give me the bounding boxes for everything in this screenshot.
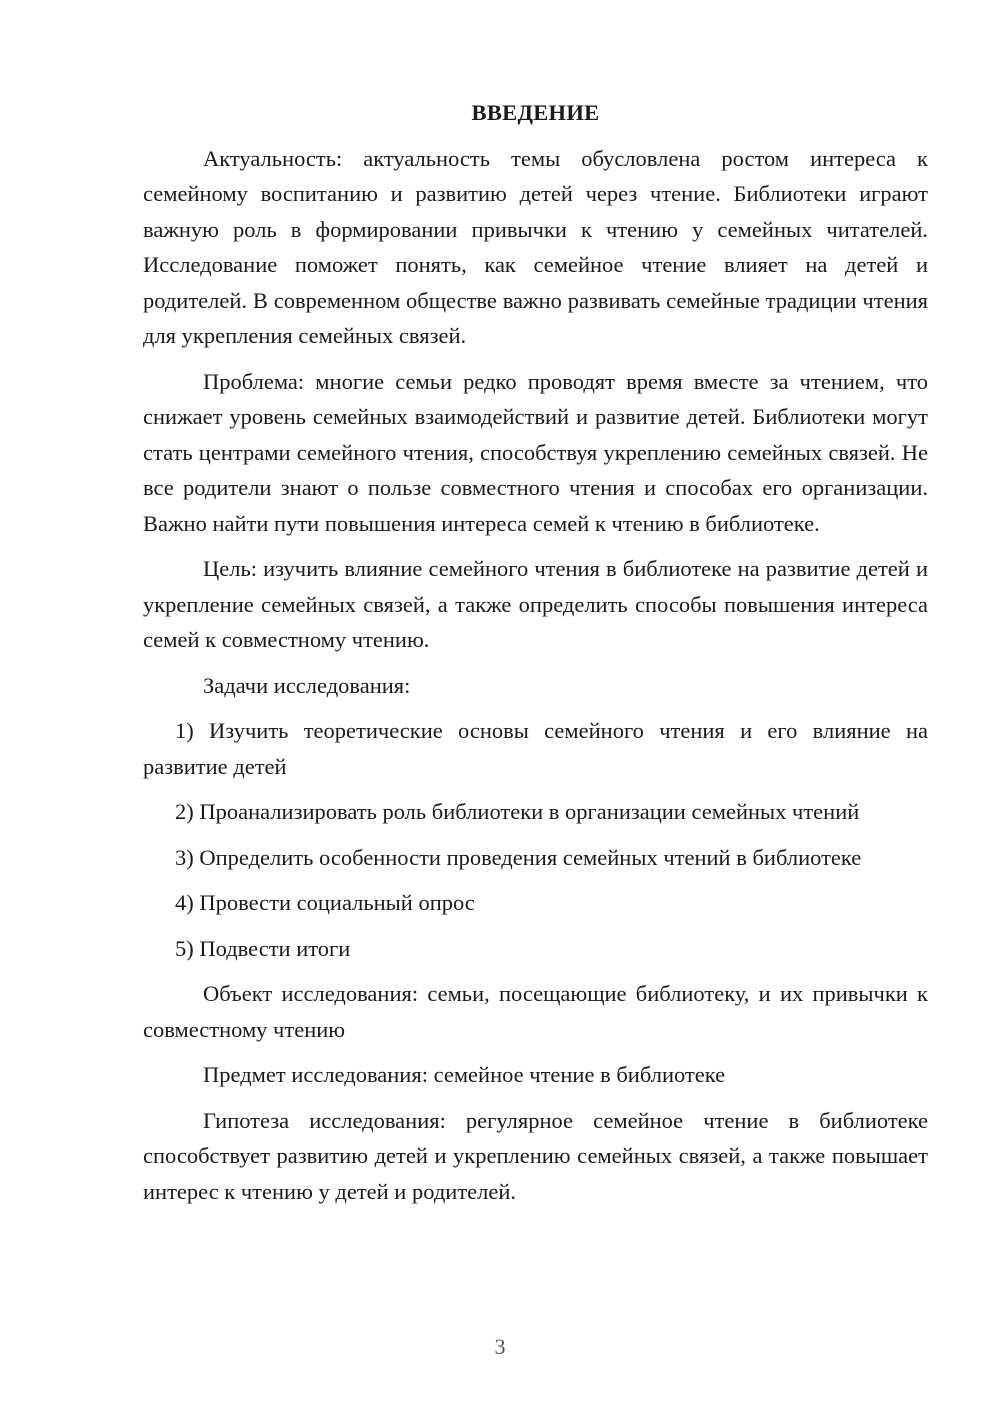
document-page: [143, 95, 928, 1219]
goal-paragraph: Цель: изучить влияние семейного чтения в библиотеке на развитие детей и укрепление семейных связей, а также определить способы повышения интереса семей к совместному чтению.: [143, 556, 928, 652]
object-paragraph: Объект исследования: семьи, посещающие библиотеку, и их привычки к совместному чтению: [143, 981, 928, 1042]
hypothesis-paragraph: Гипотеза исследования: регулярное семейное чтение в библиотеке способствует развитию детей и укреплению семейных связей, а также повышает интерес к чтению у детей и родителей.: [143, 1107, 928, 1204]
task-item: 3) Определить особенности проведения семейных чтений в библиотеке: [175, 844, 862, 870]
subject-paragraph: Предмет исследования: семейное чтение в библиотеке: [203, 1062, 726, 1087]
section-title: ВВЕДЕНИЕ: [471, 100, 600, 125]
problem-paragraph: Проблема: многие семьи редко проводят время вместе за чтением, что снижает уровень семейных взаимодействий и развитие детей. Библиотеки могут стать центрами семейного чтения, способствуя укреплению семейных связей. Не все родители знают о пользе совместного чтения и способах его организации. Важно найти пути повышения интереса семей к чтению в библиотеке.: [143, 368, 928, 536]
task-item: 1) Изучить теоретические основы семейного чтения и его влияние на развитие детей: [143, 718, 928, 779]
task-item: 4) Провести социальный опрос: [175, 890, 475, 915]
page-number: 3: [494, 1334, 506, 1359]
tasks-heading: Задачи исследования:: [203, 672, 411, 698]
task-item: 2) Проанализировать роль библиотеки в организации семейных чтений: [175, 799, 860, 824]
relevance-paragraph: Актуальность: актуальность темы обусловлена ростом интереса к семейному воспитанию и развитию детей через чтение. Библиотеки играют важную роль в формировании привычки к чтению у семейных читателей. Исследование поможет понять, как семейное чтение влияет на детей и родителей. В современном обществе важно развивать семейные традиции чтения для укрепления семейных связей.: [143, 145, 928, 348]
task-item: 5) Подвести итоги: [175, 935, 351, 961]
